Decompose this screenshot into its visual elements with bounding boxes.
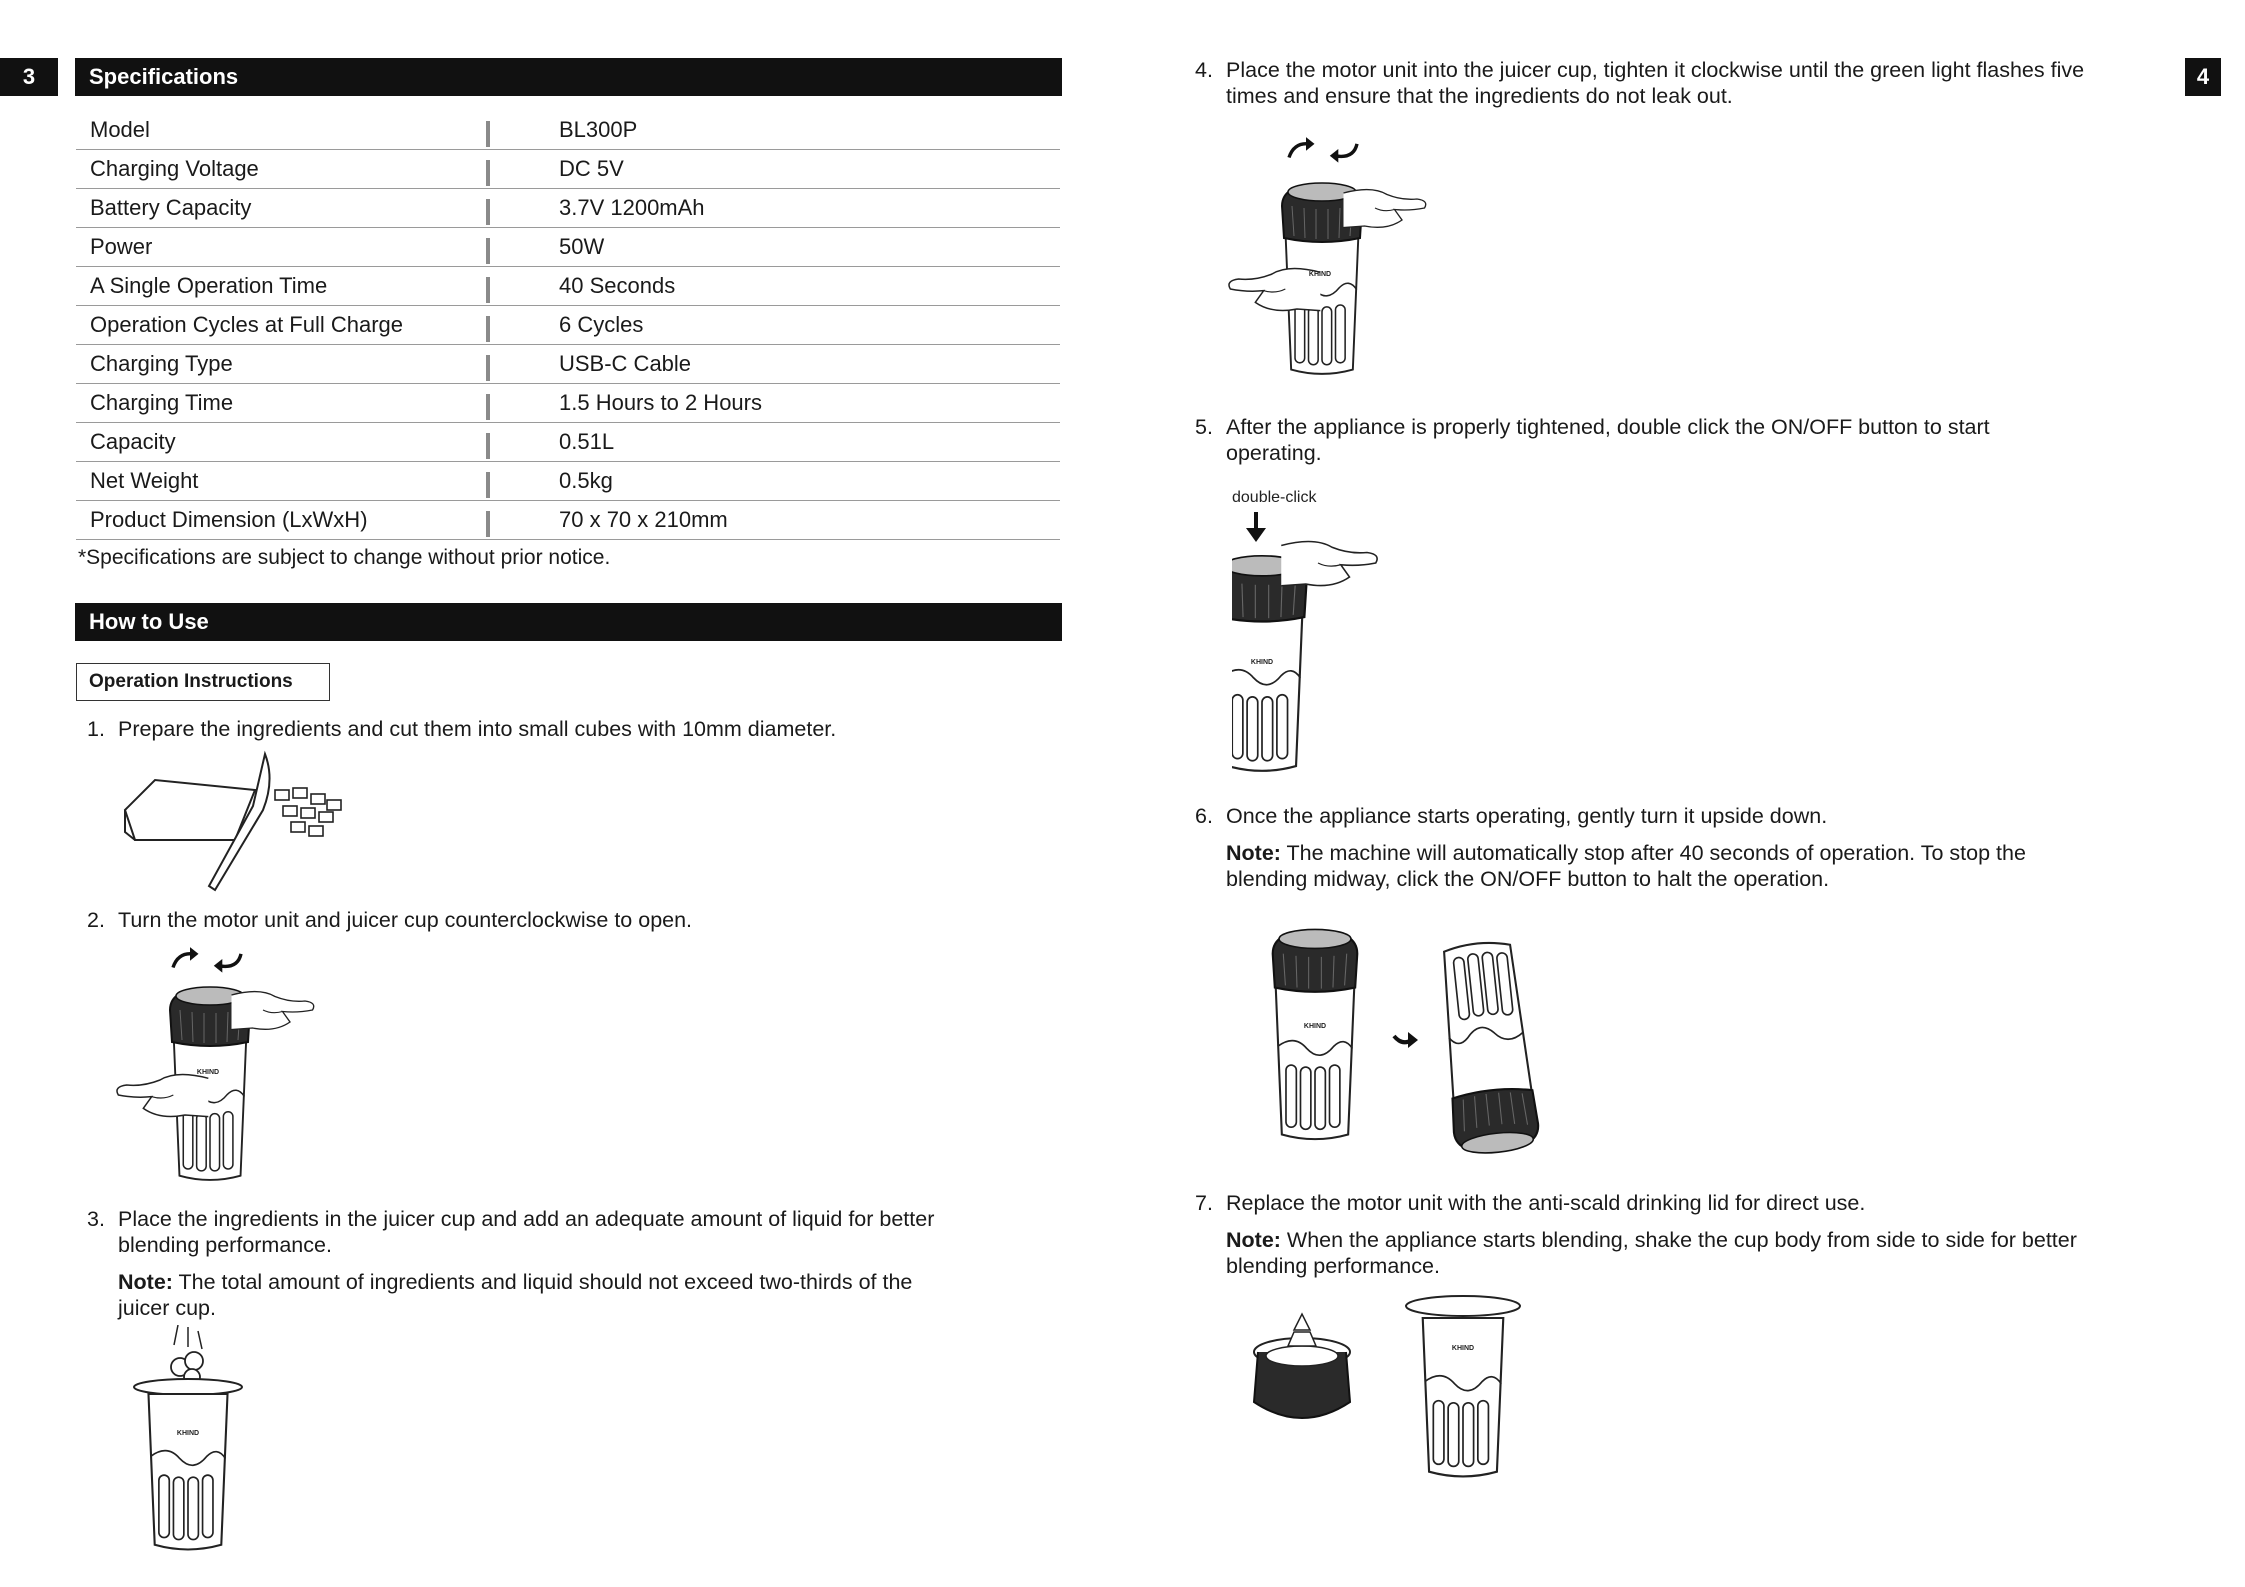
step-text: Once the appliance starts operating, gently turn it upside down. (1226, 804, 1828, 828)
left-page (0, 0, 1122, 1587)
step-4 (1195, 57, 2185, 117)
spec-value: 3.7V 1200mAh (490, 189, 1060, 228)
step-3 (87, 1206, 1067, 1326)
spec-note: *Specifications are subject to change without prior notice. (78, 546, 611, 569)
spec-label: Net Weight (76, 462, 490, 501)
step-note-cont: juicer cup. (118, 1296, 216, 1320)
spec-row (76, 384, 1060, 423)
spec-row (76, 501, 1060, 540)
step-text: After the appliance is properly tightened, double click the ON/OFF button to start (1226, 415, 1990, 439)
spec-value: BL300P (490, 111, 1060, 150)
spec-label: Capacity (76, 423, 490, 462)
step-note-cont: blending midway, click the ON/OFF button to halt the operation. (1226, 867, 1830, 891)
brand-mark: KHIND (1250, 659, 1274, 666)
spec-label: Battery Capacity (76, 189, 490, 228)
brand-mark: KHIND (1451, 1345, 1475, 1352)
step-1 (87, 716, 1047, 746)
section-title-specifications: Specifications (75, 58, 1062, 96)
spec-value: 6 Cycles (490, 306, 1060, 345)
spec-value: DC 5V (490, 150, 1060, 189)
step-text: Replace the motor unit with the anti-scald drinking lid for direct use. (1226, 1191, 1866, 1215)
spec-label: Charging Voltage (76, 150, 490, 189)
step-number: 2. (87, 908, 105, 932)
open-blender-illustration (110, 940, 320, 1190)
arrow-right-icon (1408, 1032, 1418, 1048)
step-text-cont: blending performance. (118, 1233, 332, 1257)
spec-label: Product Dimension (LxWxH) (76, 501, 490, 540)
spec-value: 50W (490, 228, 1060, 267)
step-note: Note: When the appliance starts blending, shake the cup body from side to side for better (1226, 1228, 2077, 1252)
spec-label: Operation Cycles at Full Charge (76, 306, 490, 345)
step-2 (87, 907, 1047, 937)
step-text-cont: times and ensure that the ingredients do not leak out. (1226, 84, 1733, 108)
spec-row (76, 228, 1060, 267)
spec-table (76, 111, 1060, 540)
page-number: 3 (0, 58, 58, 96)
arrow-down-icon (1246, 528, 1266, 542)
spec-row (76, 306, 1060, 345)
step-number: 6. (1195, 804, 1213, 828)
double-click-caption: double-click (1232, 489, 1317, 506)
spec-row (76, 462, 1060, 501)
step-text: Place the motor unit into the juicer cup, tighten it clockwise until the green light flashes five (1226, 58, 2085, 82)
spec-row (76, 111, 1060, 150)
spec-row (76, 150, 1060, 189)
spec-row (76, 345, 1060, 384)
spec-label: A Single Operation Time (76, 267, 490, 306)
step-text: Prepare the ingredients and cut them into small cubes with 10mm diameter. (118, 717, 837, 741)
spec-value: 0.51L (490, 423, 1060, 462)
turn-upside-down-illustration (1262, 922, 1562, 1162)
spec-label: Charging Time (76, 384, 490, 423)
spec-row (76, 423, 1060, 462)
add-ingredients-illustration (118, 1325, 258, 1565)
spec-label: Power (76, 228, 490, 267)
section-title-how-to-use: How to Use (75, 603, 1062, 641)
step-text-cont: operating. (1226, 441, 1322, 465)
step-number: 7. (1195, 1191, 1213, 1215)
step-number: 1. (87, 717, 105, 741)
rotate-arrows-icon (1289, 137, 1357, 163)
spec-row (76, 267, 1060, 306)
spec-label: Charging Type (76, 345, 490, 384)
rotate-arrows-icon (173, 947, 241, 973)
spec-value: 70 x 70 x 210mm (490, 501, 1060, 540)
step-5 (1195, 414, 2185, 474)
tighten-blender-illustration (1222, 128, 1432, 388)
spec-value: 1.5 Hours to 2 Hours (490, 384, 1060, 423)
step-number: 4. (1195, 58, 1213, 82)
step-7 (1195, 1190, 2185, 1290)
drinking-lid-illustration (1244, 1292, 1544, 1492)
right-page (1122, 0, 2245, 1587)
brand-mark: KHIND (1308, 271, 1332, 278)
brand-mark: KHIND (176, 1430, 200, 1437)
step-6 (1195, 803, 2185, 903)
step-note: Note: The total amount of ingredients and liquid should not exceed two-thirds of the (118, 1270, 913, 1294)
spec-label: Model (76, 111, 490, 150)
step-text: Turn the motor unit and juicer cup counterclockwise to open. (118, 908, 693, 932)
step-number: 3. (87, 1207, 105, 1231)
operation-instructions-heading: Operation Instructions (76, 663, 330, 701)
spec-row (76, 189, 1060, 228)
spec-value: USB-C Cable (490, 345, 1060, 384)
page-number: 4 (2185, 58, 2221, 96)
step-text: Place the ingredients in the juicer cup and add an adequate amount of liquid for better (118, 1207, 935, 1231)
brand-mark: KHIND (196, 1069, 220, 1076)
step-number: 5. (1195, 415, 1213, 439)
spec-value: 40 Seconds (490, 267, 1060, 306)
spec-value: 0.5kg (490, 462, 1060, 501)
double-click-illustration (1232, 488, 1492, 788)
step-note: Note: The machine will automatically stop after 40 seconds of operation. To stop the (1226, 841, 2026, 865)
brand-mark: KHIND (1303, 1023, 1327, 1030)
cutting-ingredients-illustration (115, 750, 355, 898)
step-note-cont: blending performance. (1226, 1254, 1440, 1278)
